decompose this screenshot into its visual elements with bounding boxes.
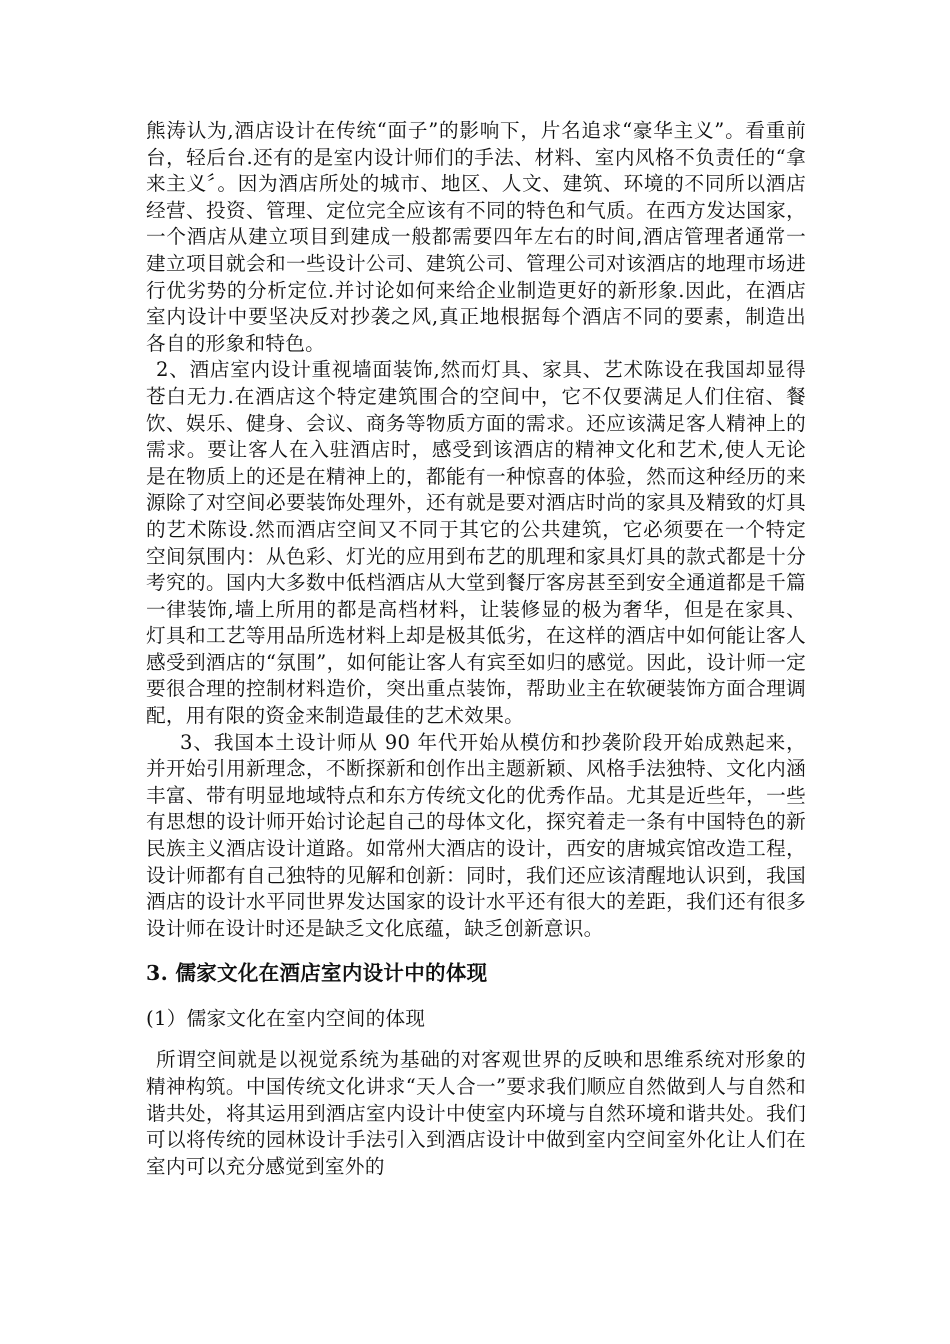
subsection-heading: (1）儒家文化在室内空间的体现 [146,1007,426,1031]
body-paragraph-4: 所谓空间就是以视觉系统为基础的对客观世界的反映和思维系统对形象的精神构筑。中国传统文化讲求“天人合一”要求我们顺应自然做到人与自然和谐共处，将其运用到酒店室内设计中使室内环境与自然环境和谐共处。我们可以将传统的园林设计手法引入到酒店设计中做到室内空间室外化让人们在室内可以充分感觉到室外的 [146,1048,806,1178]
document-body [146,118,806,1180]
section-heading: 3. 儒家文化在酒店室内设计中的体现 [146,961,488,986]
body-paragraph-3: 3、我国本土设计师从 90 年代开始从模仿和抄袭阶段开始成熟起来，并开始引用新理念，不断探新和创作出主题新颖、风格手法独特、文化内涵丰富、带有明显地域特点和东方传统文化的优秀作品。尤其是近些年，一些有思想的设计师开始讨论起自己的母体文化，探究着走一条有中国特色的新民族主义酒店设计道路。如常州大酒店的设计，西安的唐城宾馆改造工程，设计师都有自己独特的见解和创新：同时，我们还应该清醒地认识到，我国酒店的设计水平同世界发达国家的设计水平还有很大的差距，我们还有很多设计师在设计时还是缺乏文化底蕴，缺乏创新意识。 [146,730,806,940]
body-paragraph-2: 2、酒店室内设计重视墙面装饰,然而灯具、家具、艺术陈设在我国却显得苍白无力.在酒店这个特定建筑围合的空间中，它不仅要满足人们住宿、餐饮、娱乐、健身、会议、商务等物质方面的需求。还应该满足客人精神上的需求。要让客人在入驻酒店时，感受到该酒店的精神文化和艺术,使人无论是在物质上的还是在精神上的，都能有一种惊喜的体验，然而这种经历的来源除了对空间必要装饰处理外，还有就是要对酒店时尚的家具及精致的灯具的艺术陈设.然而酒店空间又不同于其它的公共建筑，它必须要在一个特定空间氛围内：从色彩、灯光的应用到布艺的肌理和家具灯具的款式都是十分考究的。国内大多数中低档酒店从大堂到餐厅客房甚至到安全通道都是千篇一律装饰,墙上所用的都是高档材料，让装修显的极为奢华，但是在家具、灯具和工艺等用品所选材料上却是极其低劣，在这样的酒店中如何能让客人感受到酒店的“氛围”，如何能让客人有宾至如归的感觉。因此，设计师一定要很合理的控制材料造价，突出重点装饰，帮助业主在软硬装饰方面合理调配，用有限的资金来制造最佳的艺术效果。 [146,358,806,728]
body-paragraph-1: 熊涛认为,酒店设计在传统“面子”的影响下，片名追求“豪华主义”。看重前台，轻后台.还有的是室内设计师们的手法、材料、室内风格不负责任的“拿来主义〞。因为酒店所处的城市、地区、人文、建筑、环境的不同所以酒店经营、投资、管理、定位完全应该有不同的特色和气质。在西方发达国家，一个酒店从建立项目到建成一般都需要四年左右的时间,酒店管理者通常一建立项目就会和一些设计公司、建筑公司、管理公司对该酒店的地理市场进行优劣势的分析定位.并讨论如何来给企业制造更好的新形象.因此，在酒店室内设计中要坚决反对抄袭之风,真正地根据每个酒店不同的要素，制造出各自的形象和特色。 [146,119,806,355]
